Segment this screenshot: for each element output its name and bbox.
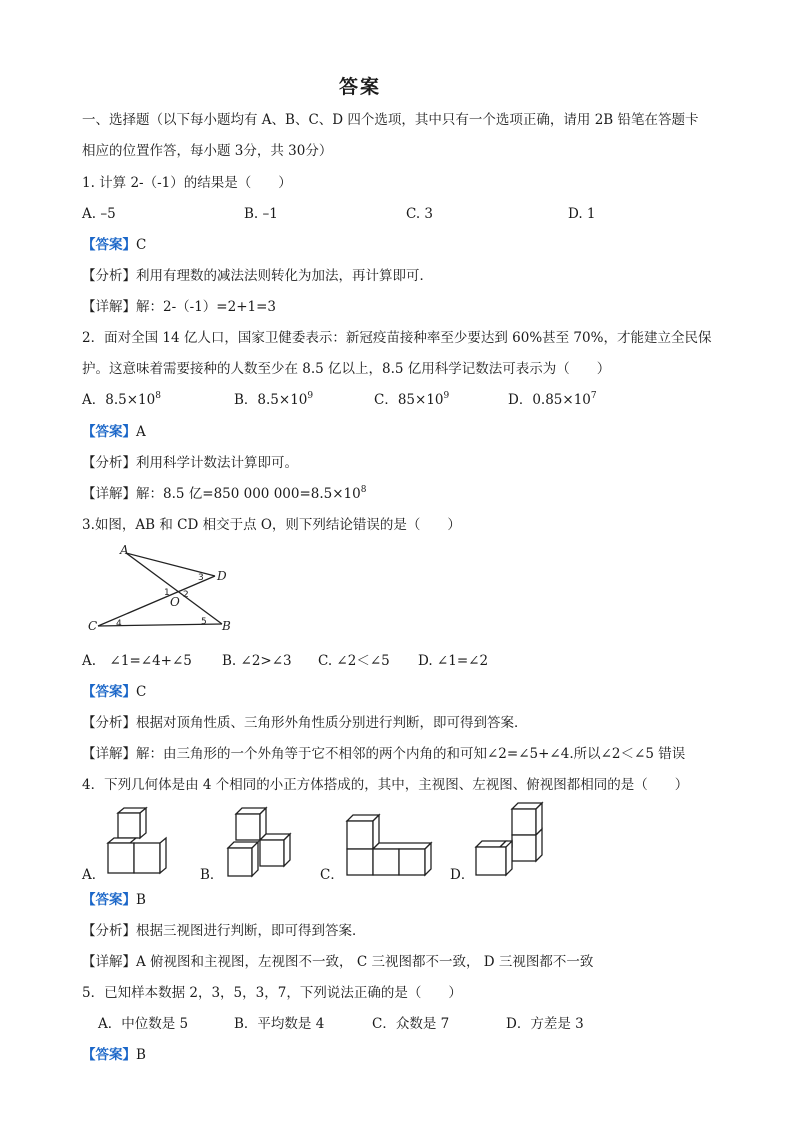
q4-option-d: D． [450, 867, 475, 883]
q2-analysis-text: 利用科学计数法计算即可。 [136, 455, 298, 471]
q3-option-c: C. ∠2＜∠5 [318, 653, 390, 669]
q1-option-a: A. –5 [82, 206, 116, 222]
q1-option-d: D. 1 [568, 206, 596, 222]
q4-answer-value: B [136, 892, 146, 908]
q4-answer [82, 890, 146, 910]
q4-option-a: A． [82, 867, 106, 883]
q5-option-c: C．众数是 7 [372, 1016, 450, 1032]
q2-detail [82, 484, 366, 504]
analysis-tag: 【分析】 [82, 923, 136, 939]
q3-option-d: D. ∠1=∠2 [418, 653, 489, 669]
q1-detail [82, 297, 276, 317]
angle-2-label: 2 [183, 590, 189, 600]
q1-answer [82, 235, 146, 255]
q2-option-a: A．$8.5\times 10^8$ [82, 391, 161, 408]
q2-detail-text: 解：8.5 亿=850 000 000=8.5×10 [136, 486, 361, 502]
q4-figure-c [345, 815, 435, 877]
q2-option-b: B．$8.5\times 10^9$ [234, 391, 314, 408]
angle-4-label: 4 [116, 619, 122, 629]
q3-figure [82, 540, 242, 640]
detail-tag: 【详解】 [82, 299, 136, 315]
q4-option-b: B． [200, 867, 224, 883]
analysis-tag: 【分析】 [82, 268, 136, 284]
angle-5-label: 5 [201, 617, 207, 627]
q1-answer-value: C [136, 237, 147, 253]
q3-answer-value: C [136, 684, 147, 700]
q4-analysis-text: 根据三视图进行判断，即可得到答案． [136, 923, 366, 939]
q1-option-b: B. –1 [244, 206, 278, 222]
angle-3-label: 3 [198, 573, 204, 583]
q3-answer [82, 682, 146, 702]
point-a-label: A [120, 543, 129, 557]
q5-stem: 5．已知样本数据 2，3，5，3，7，下列说法正确的是（ ） [82, 985, 462, 1001]
q3-analysis-text: 根据对顶角性质、三角形外角性质分别进行判断，即可得到答案． [136, 715, 528, 731]
detail-tag: 【详解】 [82, 954, 136, 970]
q5-option-b: B．平均数是 4 [234, 1016, 325, 1032]
q4-detail-text: A 俯视图和主视图，左视图不一致， C 三视图都不一致， D 三视图都不一致 [136, 954, 594, 970]
q3-detail-text: 解：由三角形的一个外角等于它不相邻的两个内角的和可知∠2=∠5+∠4.所以∠2＜∠5 错误 [136, 746, 686, 762]
point-d-label: D [217, 569, 227, 583]
point-o-label: O [170, 595, 180, 609]
q1-option-c: C. 3 [406, 206, 434, 222]
q5-option-a: A．中位数是 5 [98, 1016, 189, 1032]
q1-analysis-text: 利用有理数的减法法则转化为加法，再计算即可． [136, 268, 433, 284]
q2-option-d: D．$0.85\times 10^7$ [508, 391, 597, 408]
q1-stem: 1. 计算 2-（-1）的结果是（ ） [82, 175, 292, 191]
q2-analysis [82, 453, 298, 473]
point-b-label: B [222, 619, 231, 633]
q5-answer [82, 1045, 146, 1065]
segment-a-b [126, 553, 222, 624]
q5-option-d: D．方差是 3 [506, 1016, 584, 1032]
q5-answer-value: B [136, 1047, 146, 1063]
q3-option-b: B. ∠2>∠3 [222, 653, 292, 669]
point-c-label: C [88, 619, 98, 633]
q3-detail [82, 744, 685, 764]
section-heading-line1: 一、选择题（以下每小题均有 A、B、C、D 四个选项，其中只有一个选项正确，请用 2B 铅笔在答题卡 [82, 112, 699, 128]
q1-analysis [82, 266, 433, 286]
analysis-tag: 【分析】 [82, 715, 136, 731]
q2-detail-exp: 8 [360, 485, 367, 495]
answer-tag: 【答案】 [82, 1047, 136, 1063]
q4-option-c: C． [320, 867, 344, 883]
angle-1-label: 1 [164, 588, 170, 598]
q4-analysis [82, 921, 366, 941]
detail-tag: 【详解】 [82, 746, 136, 762]
q2-option-c: C．$85\times 10^9$ [374, 391, 450, 408]
analysis-tag: 【分析】 [82, 455, 136, 471]
answer-tag: 【答案】 [82, 237, 136, 253]
q4-detail [82, 952, 593, 972]
q2-stem-line2: 护。这意味着需要接种的人数至少在 8.5 亿以上，8.5 亿用科学记数法可表示为（ ） [82, 361, 611, 377]
q2-answer [82, 422, 146, 442]
detail-tag: 【详解】 [82, 486, 136, 502]
q2-stem-line1: 2．面对全国 14 亿人口，国家卫健委表示：新冠疫苗接种率至少要达到 60%甚至 70%，才能建立全民保 [82, 330, 712, 346]
q1-detail-text: 解：2-（-1）=2+1=3 [136, 299, 277, 315]
answer-tag: 【答案】 [82, 684, 136, 700]
answer-tag: 【答案】 [82, 424, 136, 440]
q4-figure-b [228, 808, 298, 878]
q4-stem: 4．下列几何体是由 4 个相同的小正方体搭成的，其中，主视图、左视图、俯视图都相同的是（ ） [82, 777, 689, 793]
section-heading-line2: 相应的位置作答，每小题 3分，共 30分） [82, 143, 333, 159]
q2-answer-value: A [136, 424, 146, 440]
q4-figure-d [476, 803, 548, 879]
q3-analysis [82, 713, 528, 733]
page-title: 答案 [338, 76, 381, 98]
q4-figure-a [108, 808, 170, 878]
q3-stem: 3.如图，AB 和 CD 相交于点 O，则下列结论错误的是（ ） [82, 517, 461, 533]
q3-option-a: A. ∠1=∠4+∠5 [82, 653, 192, 669]
answer-tag: 【答案】 [82, 892, 136, 908]
